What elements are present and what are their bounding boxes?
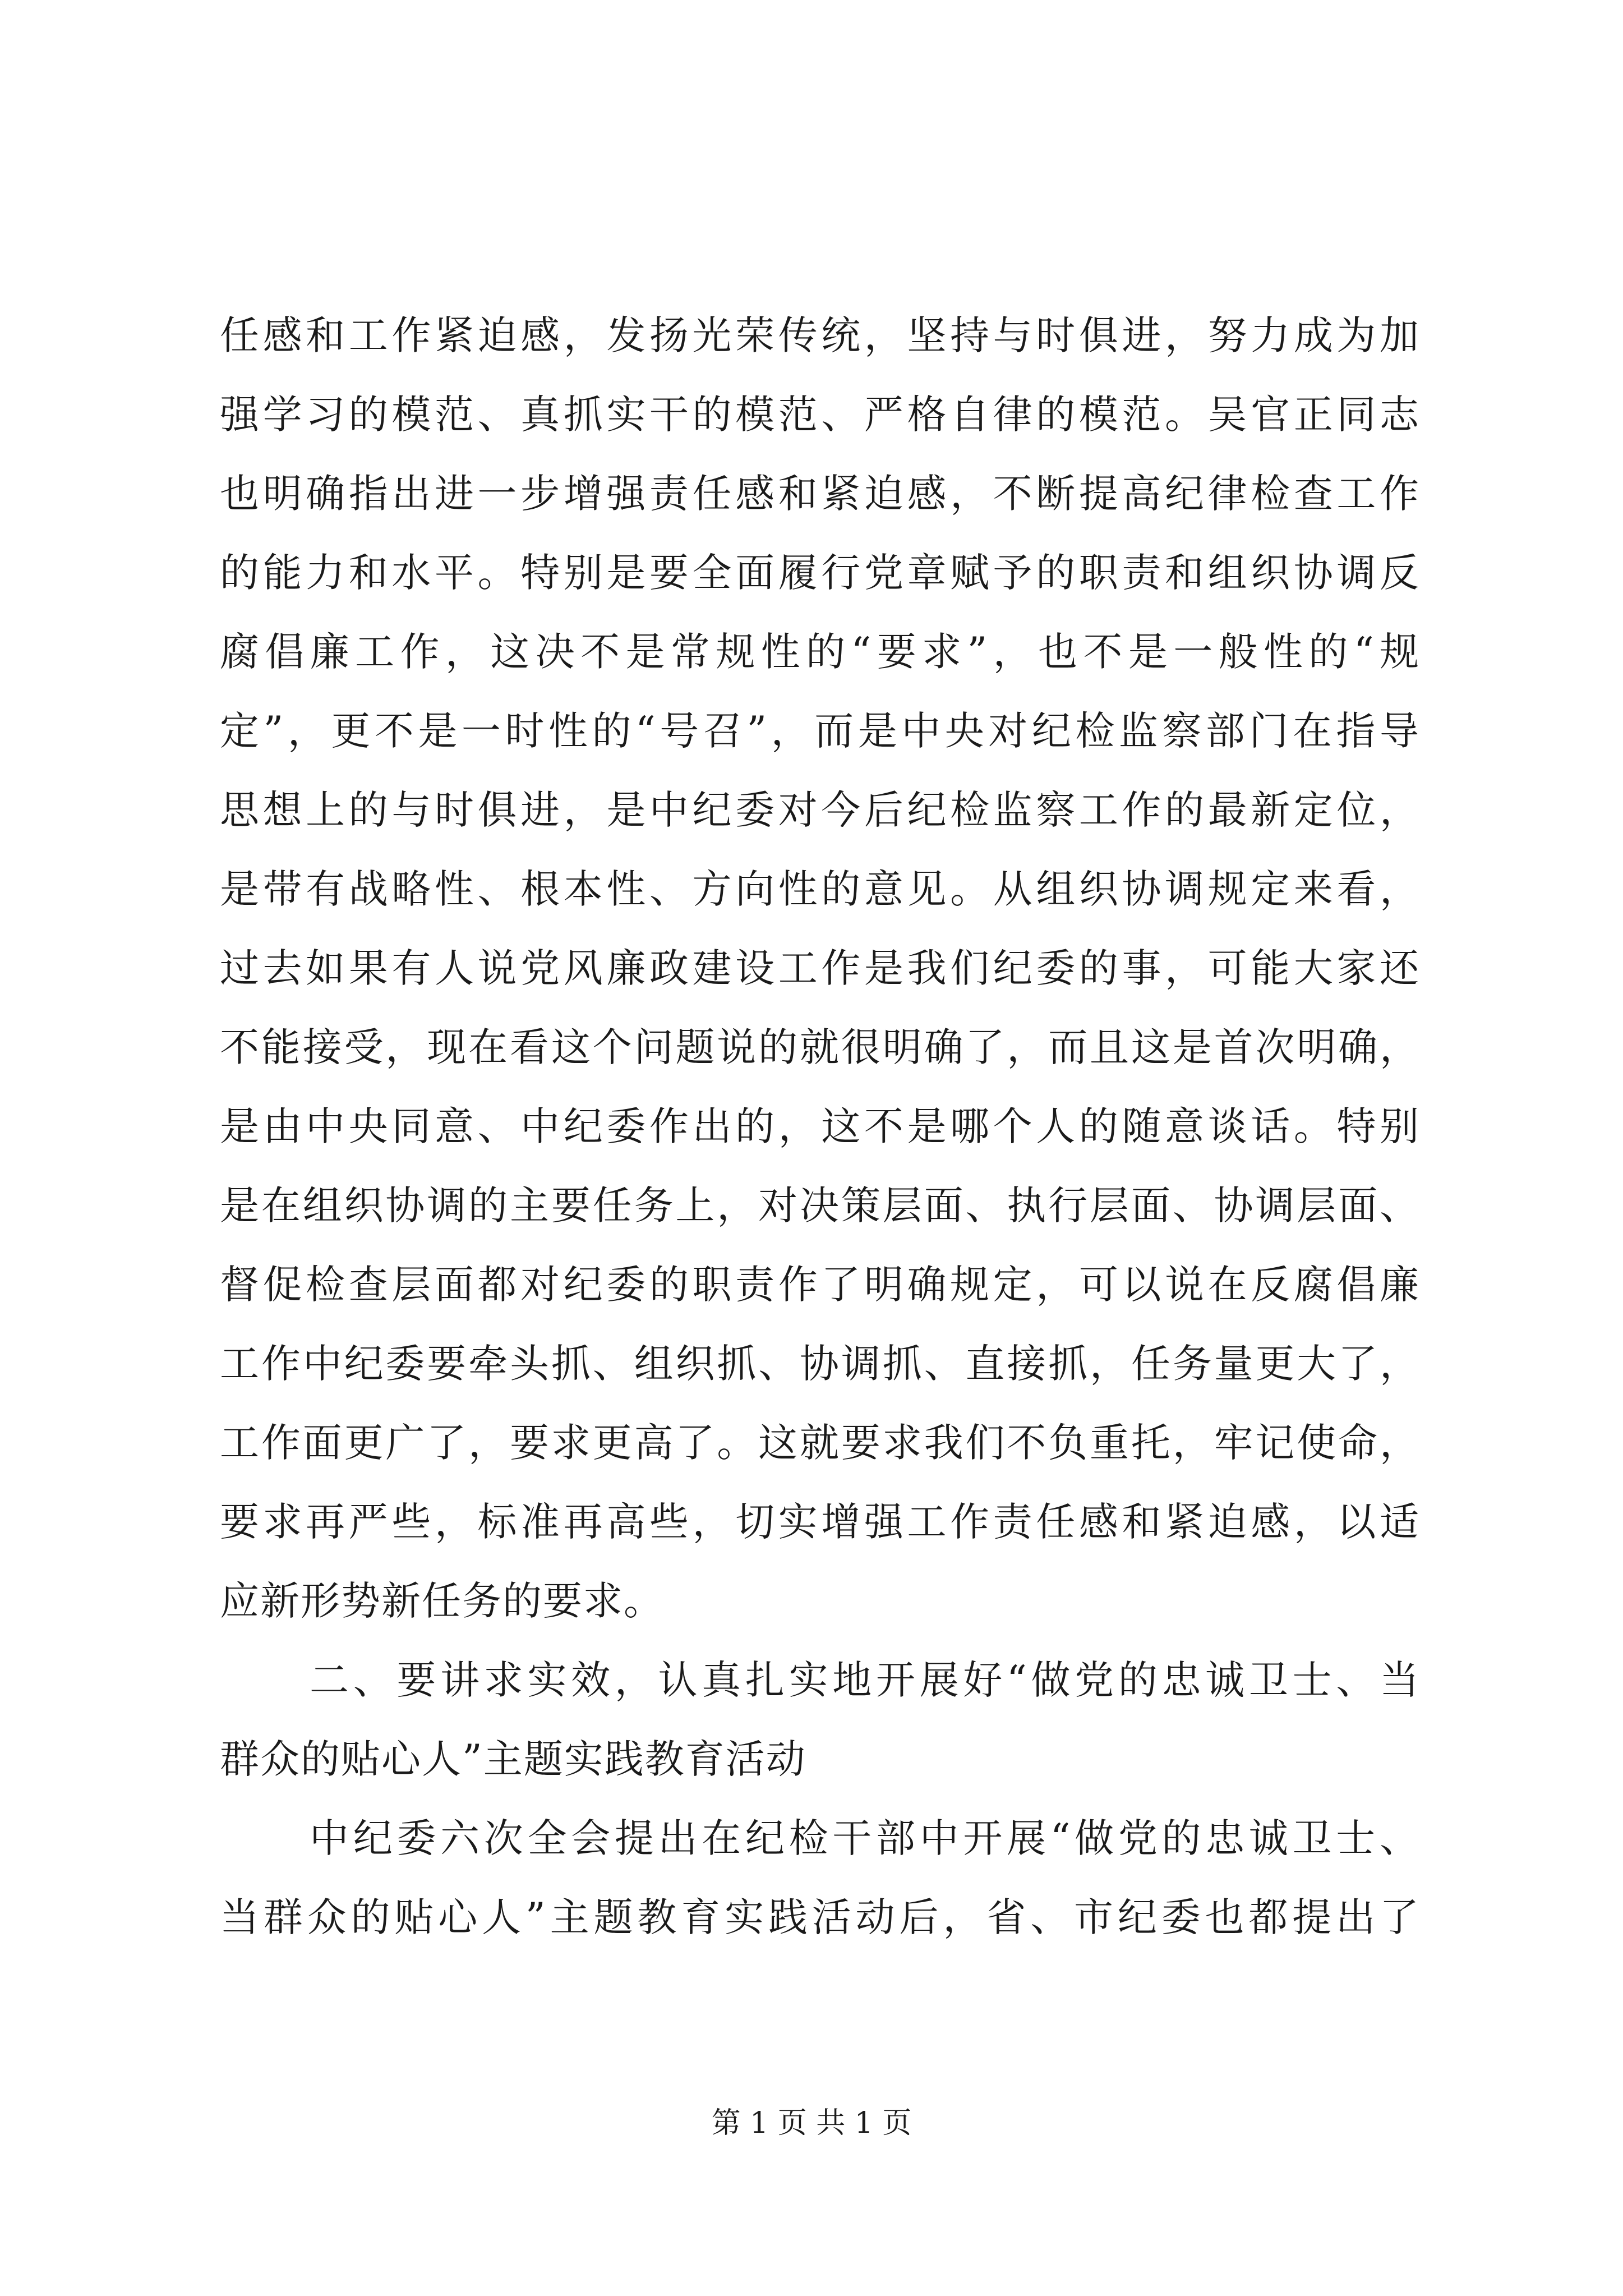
text-line: 督促检查层面都对纪委的职责作了明确规定，可以说在反腐倡廉 — [220, 1262, 1420, 1308]
text-line: 工作面更广了，要求更高了。这就要求我们不负重托，牢记使命， — [220, 1420, 1420, 1466]
section-heading-line: 群众的贴心人”主题实践教育活动 — [220, 1736, 806, 1782]
text-line: 思想上的与时俱进，是中纪委对今后纪检监察工作的最新定位， — [220, 787, 1420, 833]
text-line: 过去如果有人说党风廉政建设工作是我们纪委的事，可能大家还 — [220, 945, 1420, 991]
text-line: 也明确指出进一步增强责任感和紧迫感，不断提高纪律检查工作 — [220, 471, 1420, 517]
text-line: 是在组织协调的主要任务上，对决策层面、执行层面、协调层面、 — [220, 1182, 1420, 1228]
text-line: 强学习的模范、真抓实干的模范、严格自律的模范。吴官正同志 — [220, 392, 1420, 438]
text-line: 不能接受，现在看这个问题说的就很明确了，而且这是首次明确， — [220, 1024, 1420, 1070]
document-body — [220, 296, 1420, 1957]
text-line: 腐倡廉工作，这决不是常规性的“要求”，也不是一般性的“规 — [220, 629, 1420, 675]
text-line: 工作中纪委要牵头抓、组织抓、协调抓、直接抓，任务量更大了， — [220, 1341, 1420, 1387]
section-heading-line: 二、要讲求实效，认真扎实地开展好“做党的忠诚卫士、当 — [310, 1657, 1420, 1703]
page-footer: 第 1 页 共 1 页 — [711, 2106, 912, 2140]
text-line: 任感和工作紧迫感，发扬光荣传统，坚持与时俱进，努力成为加 — [220, 312, 1420, 358]
text-line: 是带有战略性、根本性、方向性的意见。从组织协调规定来看， — [220, 866, 1420, 912]
text-line: 定”，更不是一时性的“号召”，而是中央对纪检监察部门在指导 — [220, 708, 1420, 754]
text-line: 要求再严些，标准再高些，切实增强工作责任感和紧迫感，以适 — [220, 1499, 1420, 1545]
text-line: 是由中央同意、中纪委作出的，这不是哪个人的随意谈话。特别 — [220, 1103, 1420, 1149]
text-line: 中纪委六次全会提出在纪检干部中开展“做党的忠诚卫士、 — [310, 1815, 1420, 1861]
text-line: 当群众的贴心人”主题教育实践活动后，省、市纪委也都提出了 — [220, 1894, 1420, 1940]
text-line: 的能力和水平。特别是要全面履行党章赋予的职责和组织协调反 — [220, 550, 1420, 596]
text-line: 应新形势新任务的要求。 — [220, 1578, 664, 1624]
